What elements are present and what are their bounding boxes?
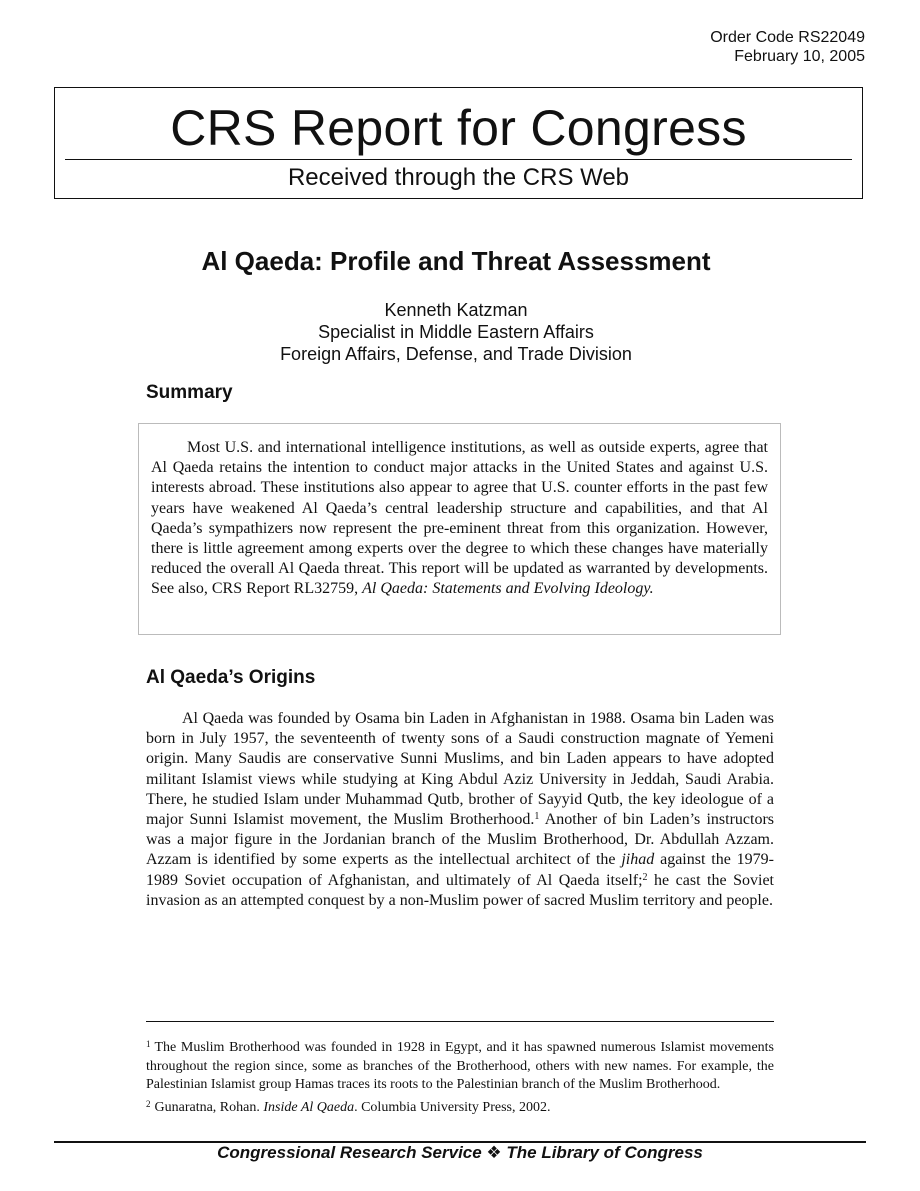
author-division: Foreign Affairs, Defense, and Trade Division	[280, 344, 632, 364]
origins-text-part-4: he cast the Soviet invasion as an attempted conquest by a non-Muslim power of sacred Muslim territory and people.	[146, 871, 774, 909]
author-block	[0, 299, 912, 365]
footnote-ref-2[interactable]: 2	[642, 871, 648, 883]
document-title: Al Qaeda: Profile and Threat Assessment	[201, 246, 711, 276]
footnote-ref-1[interactable]: 1	[534, 811, 540, 823]
origins-text-part-2: Another of bin Laden’s instructors was a major figure in the Jordanian branch of the Muslim Brotherhood, Dr. Abdullah Azzam. Azzam is identified by some experts as the intellectual architect of the	[146, 811, 774, 869]
summary-reference-title: Al Qaeda: Statements and Evolving Ideology.	[362, 580, 654, 598]
author-title: Specialist in Middle Eastern Affairs	[318, 322, 594, 342]
footnote-number-2: 2	[146, 1098, 151, 1109]
report-date: February 10, 2005	[734, 48, 865, 65]
author-name: Kenneth Katzman	[384, 300, 528, 320]
summary-text: Most U.S. and international intelligence institutions, as well as outside experts, agree that Al Qaeda retains the intention to conduct major attacks in the United States and against U.S. interests abroad. These institutions also appear to agree that U.S. counter efforts in the past few years have weakened Al Qaeda’s central leadership structure and capabilities, and that Al Qaeda’s sympathizers now represent the pre-eminent threat from this organization. However, there is little agreement among experts over the degree to which these changes have materially reduced the overall Al Qaeda threat. This report will be updated as warranted by developments. See also, CRS Report RL32759,	[151, 439, 768, 598]
summary-box	[138, 423, 781, 635]
jihad-term: jihad	[621, 851, 655, 869]
banner-title: CRS Report for Congress	[170, 100, 747, 156]
footnote-2-book-title: Inside Al Qaeda	[263, 1099, 355, 1115]
order-info	[710, 28, 865, 66]
footnotes	[146, 1039, 774, 1121]
order-code: Order Code RS22049	[710, 29, 865, 46]
origins-text-part-3: against the 1979-1989 Soviet occupation of Afghanistan, and ultimately of Al Qaeda itself;	[146, 851, 774, 889]
footnote-2	[146, 1099, 774, 1118]
banner-subtitle: Received through the CRS Web	[287, 164, 630, 191]
report-banner	[54, 87, 863, 199]
footnote-number-1: 1	[146, 1039, 151, 1049]
banner-divider	[65, 159, 852, 160]
origins-text-part-1: Al Qaeda was founded by Osama bin Laden in Afghanistan in 1988. Osama bin Laden was born in July 1957, the seventeenth of twenty sons of a Saudi construction magnate of Yemeni origin. Many Saudis are conservative Sunni Muslims, and bin Laden appears to have adopted militant Islamist views while studying at King Abdul Aziz University in Jeddah, Saudi Arabia. There, he studied Islam under Muhammad Qutb, brother of Sayyid Qutb, the key ideologue of a major Sunni Islamist movement, the Muslim Brotherhood.	[146, 710, 774, 829]
footnote-2-post: . Columbia University Press, 2002.	[354, 1099, 551, 1115]
footnote-1	[146, 1039, 774, 1095]
page-footer: Congressional Research Service ❖ The Library of Congress	[217, 1143, 703, 1162]
origins-paragraph	[146, 709, 774, 911]
footnote-divider	[146, 1021, 774, 1022]
footnote-1-text: The Muslim Brotherhood was founded in 1928 in Egypt, and it has spawned numerous Islamist movements throughout the region since, some as branches of the Brotherhood, others with new names. For example, the Palestinian Islamist group Hamas traces its roots to the Palestinian branch of the Muslim Brotherhood.	[146, 1040, 774, 1093]
summary-paragraph	[151, 438, 768, 600]
summary-heading: Summary	[146, 382, 233, 403]
footnote-2-pre: Gunaratna, Rohan.	[154, 1099, 264, 1115]
origins-heading: Al Qaeda’s Origins	[146, 667, 316, 688]
origins-body	[146, 709, 774, 911]
